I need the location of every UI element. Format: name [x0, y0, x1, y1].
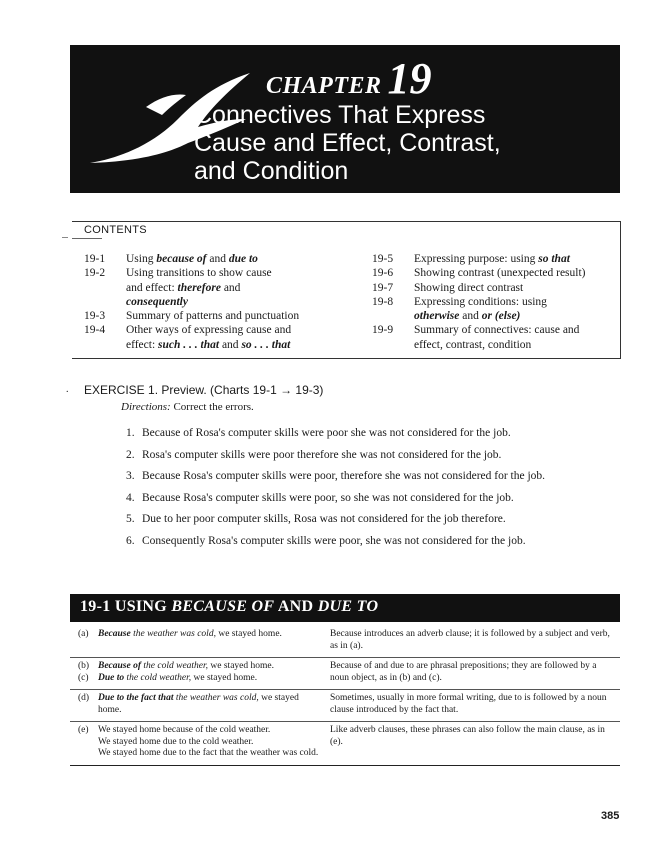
chart-row: [70, 690, 620, 722]
example-keyword: Because of: [98, 661, 142, 671]
toc-text: Showing contrast (unexpected result): [414, 267, 586, 280]
toc-number: 19-1: [84, 253, 106, 265]
example-label: [78, 737, 98, 749]
example-main: We stayed home because of the cold weather.: [98, 725, 271, 735]
exercise-item: [126, 470, 545, 492]
chart-example: [78, 725, 322, 737]
example-main: We stayed home due to the cold weather.: [98, 736, 254, 747]
margin-mark: [62, 237, 68, 238]
chart-examples: [70, 629, 322, 652]
example-main: we stayed home.: [98, 693, 299, 715]
toc-text: Using because of and due to: [126, 253, 258, 265]
item-text: Because Rosa's computer skills were poor, therefore she was not considered for the job.: [142, 470, 546, 482]
item-number: 6.: [126, 534, 135, 547]
chart-explanation: Sometimes, usually in more formal writing, due to is followed by a noun clause introduced by the fact that.: [330, 693, 607, 715]
chapter-number: 19: [387, 54, 432, 103]
item-text: Rosa's computer skills were poor therefore she was not considered for the job.: [142, 448, 502, 461]
item-text: Because of Rosa's computer skills were poor she was not considered for the job.: [142, 427, 511, 439]
exercise-bullet: .: [66, 384, 69, 395]
chart-title-mid: AND: [277, 598, 314, 615]
toc-text: Other ways of expressing cause and effect: such . . . that and so . . . that: [126, 324, 292, 351]
chart-number: 19-1: [80, 598, 111, 615]
toc-number: 19-4: [84, 324, 106, 337]
example-keyword: Because: [98, 629, 131, 639]
chart-example: [78, 673, 322, 685]
chart-title-prefix: USING: [114, 598, 168, 615]
page-number: 385: [601, 810, 620, 822]
example-label: (b): [78, 661, 90, 671]
contents-right-column: [362, 252, 620, 352]
toc-number: 19-9: [372, 324, 394, 337]
chart-example: [78, 748, 322, 760]
exercise-item: [126, 427, 545, 449]
chart-title-term: DUE TO: [317, 598, 379, 615]
example-label: (a): [78, 629, 89, 639]
toc-entry[interactable]: [362, 266, 620, 280]
chapter-word: CHAPTER: [266, 73, 382, 99]
directions-label: Directions:: [121, 401, 171, 413]
contents-left-column: [74, 252, 354, 352]
item-number: 5.: [126, 513, 135, 525]
chart-row: [70, 722, 620, 766]
item-number: 4.: [126, 491, 135, 504]
toc-entry[interactable]: [74, 309, 354, 323]
toc-text: Summary of patterns and punctuation: [126, 310, 300, 323]
chart-explanation: Because of and due to are phrasal prepositions; they are followed by a noun object, as in (b) and (c).: [330, 661, 597, 683]
example-main: We stayed home due to the fact that the weather was cold.: [98, 748, 319, 758]
toc-entry[interactable]: [362, 323, 620, 352]
toc-number: 19-7: [372, 281, 394, 294]
example-clause: the cold weather,: [141, 661, 209, 671]
toc-text: Summary of connectives: cause and effect, contrast, condition: [414, 324, 580, 351]
chart-row: [70, 658, 620, 690]
example-clause: the weather was cold,: [130, 629, 216, 639]
chart-explanation: Because introduces an adverb clause; it is followed by a subject and verb, as in (a).: [330, 629, 610, 651]
example-main: we stayed home.: [215, 629, 282, 639]
toc-text: Showing direct contrast: [414, 281, 524, 294]
chart-title-bar: [70, 594, 620, 622]
exercise-item: [126, 535, 545, 557]
toc-text: Using transitions to show cause and effect: therefore and consequently: [126, 267, 272, 308]
chart-examples: [70, 661, 322, 684]
example-label: [78, 748, 98, 760]
item-number: 3.: [126, 470, 135, 482]
toc-entry[interactable]: [74, 252, 354, 266]
example-keyword: Due to: [98, 672, 125, 683]
toc-entry[interactable]: [362, 252, 620, 266]
example-main: we stayed home.: [191, 672, 258, 683]
toc-number: 19-5: [372, 253, 394, 265]
example-label: (d): [78, 693, 90, 703]
toc-number: 19-6: [372, 267, 394, 280]
exercise-list: [126, 427, 545, 556]
contents-label: CONTENTS: [84, 224, 147, 236]
toc-entry[interactable]: [74, 266, 354, 309]
chapter-banner: [70, 45, 620, 193]
exercise-directions: [121, 401, 254, 413]
chapter-heading: [266, 53, 432, 104]
item-text: Consequently Rosa's computer skills were poor, she was not considered for the job.: [142, 534, 526, 547]
item-text: Due to her poor computer skills, Rosa was not considered for the job therefore.: [142, 513, 506, 525]
example-label: (e): [78, 725, 89, 735]
directions-text: Correct the errors.: [173, 401, 254, 413]
chart-title: [80, 598, 378, 616]
chapter-title: [194, 101, 614, 185]
exercise-heading: EXERCISE 1. Preview. (Charts 19-1 → 19-3): [84, 383, 324, 397]
chart-example: [78, 737, 322, 749]
exercise-item: [126, 492, 545, 514]
chart-examples: [70, 725, 322, 760]
chart-example: [78, 693, 322, 716]
exercise-item: [126, 449, 545, 471]
example-clause: the weather was cold,: [173, 693, 259, 703]
exercise-item: [126, 513, 545, 535]
contents-rule: [72, 238, 102, 239]
item-number: 2.: [126, 448, 135, 461]
toc-text: Expressing conditions: using otherwise and or (else): [414, 295, 547, 323]
toc-number: 19-8: [372, 295, 394, 308]
toc-entry[interactable]: [362, 281, 620, 295]
chart-examples: [70, 693, 322, 716]
chart-table: [70, 626, 620, 766]
example-label: (c): [78, 672, 89, 683]
example-main: we stayed home.: [208, 661, 274, 671]
toc-entry[interactable]: [362, 295, 620, 324]
chart-row: [70, 626, 620, 658]
chapter-title-line: Connectives That Express: [194, 101, 486, 129]
item-number: 1.: [126, 427, 135, 439]
toc-text: Expressing purpose: using so that: [414, 253, 570, 265]
chapter-title-line: Cause and Effect, Contrast,: [194, 129, 501, 157]
toc-number: 19-2: [84, 267, 106, 280]
toc-number: 19-3: [84, 310, 106, 323]
item-text: Because Rosa's computer skills were poor, so she was not considered for the job.: [142, 491, 514, 504]
chapter-title-line: and Condition: [194, 157, 349, 185]
toc-entry[interactable]: [74, 323, 354, 352]
example-keyword: Due to the fact that: [98, 693, 174, 703]
chart-explanation: Like adverb clauses, these phrases can also follow the main clause, as in (e).: [330, 725, 605, 747]
example-clause: the cold weather,: [124, 672, 192, 683]
chart-example: [78, 629, 322, 641]
chart-title-term: BECAUSE OF: [171, 598, 275, 615]
chart-example: [78, 661, 322, 673]
